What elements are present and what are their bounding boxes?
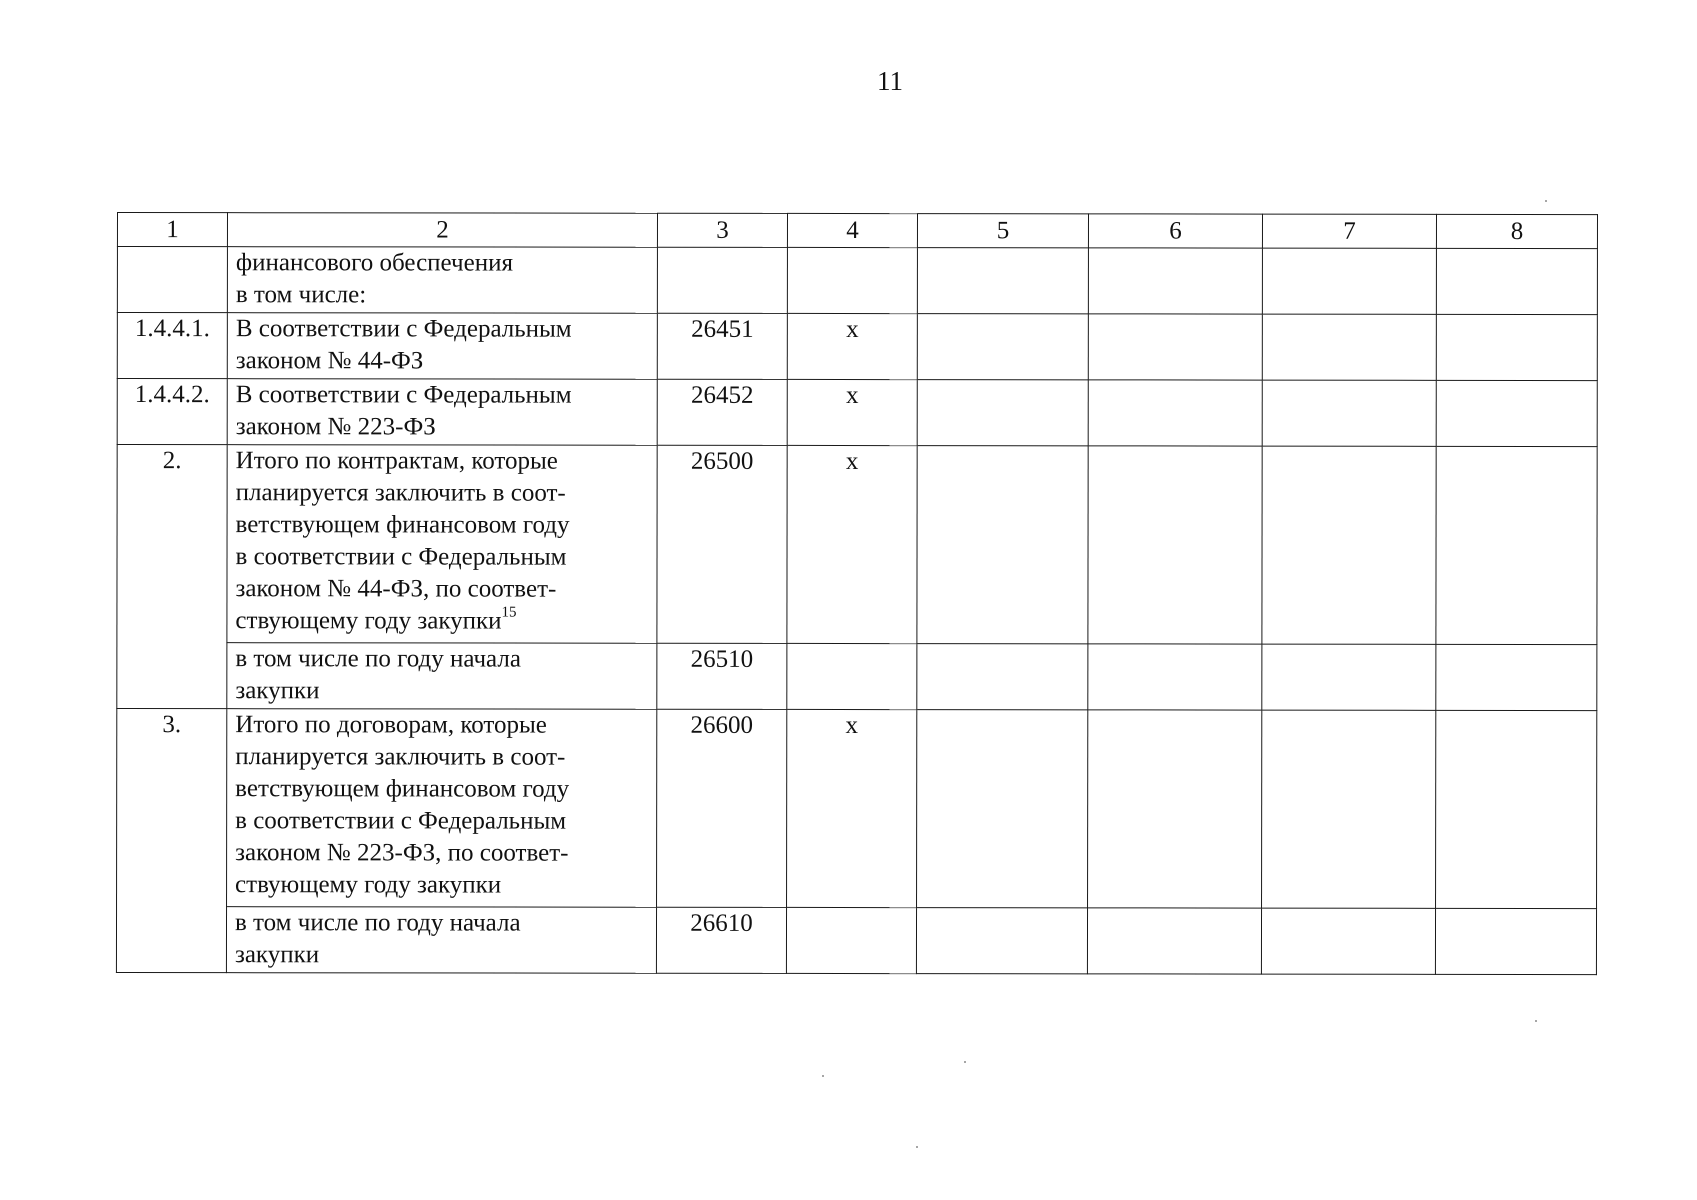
empty-cell: [1262, 446, 1436, 644]
row-name-line: планируется заключить в соот-: [235, 743, 566, 771]
row-name: [227, 445, 657, 644]
page-number: 11: [877, 66, 903, 96]
row-name-line: Итого по договорам, которые: [235, 711, 547, 739]
row-name: [227, 643, 657, 710]
column-number: 7: [1262, 214, 1436, 248]
empty-cell: [1088, 380, 1262, 446]
row-name-line: в соответствии с Федеральным: [235, 543, 567, 571]
row-name-line: финансового обеспечения: [235, 249, 513, 277]
empty-cell: [1262, 314, 1436, 380]
row-code: 26600: [657, 709, 787, 907]
empty-cell: [1261, 908, 1435, 974]
row-code: 26500: [657, 445, 787, 643]
empty-cell: [1436, 248, 1597, 314]
row-name: [227, 379, 657, 446]
column-number: 5: [917, 214, 1088, 248]
row-number: 1.4.4.2.: [117, 379, 227, 445]
row-number: [117, 247, 227, 313]
empty-cell: [1088, 446, 1262, 644]
row-code: 26452: [657, 379, 787, 445]
row-name-line: законом № 223-ФЗ, по соответ-: [235, 839, 569, 867]
empty-cell: [1262, 644, 1436, 710]
empty-cell: [917, 248, 1088, 314]
scan-speck: [822, 1075, 824, 1077]
row-name-line: в соответствии с Федеральным: [235, 807, 567, 835]
row-code: 26510: [657, 643, 787, 709]
row-code: 26610: [656, 907, 786, 973]
row-name-line: законом № 44-ФЗ, по соответ-: [235, 575, 557, 603]
row-name-line: закупки: [235, 677, 320, 705]
row-name: [227, 247, 657, 314]
empty-cell: [1088, 314, 1262, 380]
row-code: [657, 247, 787, 313]
row-name-line: ствующему году закупки: [235, 871, 502, 899]
row-name-line: законом № 44-ФЗ: [235, 347, 424, 375]
row-name-line: в том числе по году начала: [235, 645, 521, 673]
row-name-line: законом № 223-ФЗ: [235, 413, 436, 441]
row-name-line: ветствующем финансовом году: [235, 775, 570, 803]
empty-cell: [917, 446, 1088, 644]
row-name: [227, 709, 657, 908]
row-name-line: планируется заключить в соот-: [235, 479, 566, 507]
row-col4: x: [787, 379, 917, 445]
column-number: 8: [1436, 214, 1597, 248]
table-row: [117, 247, 1597, 315]
row-code: 26451: [657, 313, 787, 379]
row-number: 1.4.4.1.: [117, 313, 227, 379]
empty-cell: [1436, 644, 1597, 710]
row-name-line: закупки: [234, 941, 320, 969]
empty-cell: [917, 314, 1088, 380]
row-name-line: ветствующем финансовом году: [235, 511, 570, 539]
table-row: [117, 709, 1597, 909]
empty-cell: [1262, 710, 1436, 908]
empty-cell: [1088, 710, 1262, 908]
empty-cell: [917, 380, 1088, 446]
row-col4: [787, 247, 917, 313]
scan-speck: [964, 1061, 966, 1063]
row-col4: x: [787, 445, 917, 643]
footnote-marker: 15: [501, 604, 517, 621]
empty-cell: [1088, 248, 1262, 314]
report-table: [116, 212, 1598, 975]
row-number: 2.: [117, 445, 227, 709]
empty-cell: [1435, 908, 1596, 974]
row-name: [226, 907, 656, 974]
column-number: 3: [657, 213, 787, 247]
report-table-wrapper: [116, 212, 1598, 975]
row-col4: [787, 643, 917, 709]
empty-cell: [917, 710, 1088, 908]
row-name-line: В соответствии с Федеральным: [235, 381, 572, 409]
scan-speck: [1545, 200, 1547, 202]
table-row: [117, 445, 1597, 645]
column-number: 4: [787, 213, 917, 247]
empty-cell: [1088, 644, 1262, 710]
row-col4: x: [787, 709, 917, 907]
table-row: [116, 907, 1596, 975]
column-number: 1: [117, 213, 227, 247]
column-number-row: [117, 213, 1597, 249]
empty-cell: [1262, 380, 1436, 446]
table-row: [117, 313, 1597, 381]
row-col4: [786, 907, 916, 973]
row-name-line: ствующему году закупки: [235, 607, 502, 635]
row-name-line: в том числе:: [235, 281, 367, 309]
empty-cell: [1436, 446, 1597, 644]
row-col4: x: [787, 313, 917, 379]
empty-cell: [1087, 908, 1261, 974]
row-name-line: Итого по контрактам, которые: [235, 447, 558, 475]
row-name-line: в том числе по году начала: [234, 909, 521, 937]
table-row: [117, 379, 1597, 447]
empty-cell: [916, 908, 1087, 974]
empty-cell: [1262, 248, 1436, 314]
column-number: 2: [227, 213, 657, 248]
row-number: 3.: [116, 709, 226, 973]
column-number: 6: [1088, 214, 1262, 248]
empty-cell: [1436, 710, 1597, 908]
table-row: [117, 643, 1597, 711]
empty-cell: [1436, 380, 1597, 446]
scan-speck: [1535, 1020, 1537, 1022]
row-name-line: В соответствии с Федеральным: [235, 315, 572, 343]
row-name: [227, 313, 657, 380]
scan-speck: [916, 1146, 918, 1148]
empty-cell: [917, 644, 1088, 710]
empty-cell: [1436, 314, 1597, 380]
